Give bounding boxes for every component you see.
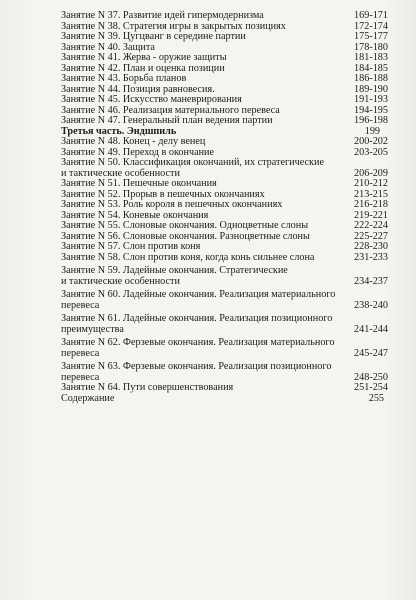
toc-entry-title: Занятие N 56. Слоновые окончания. Разноцветные слоны [61,230,310,242]
toc-entry-pages: 228-230 [354,241,388,252]
toc-entry-title: Занятие N 41. Жерва - оружие защиты [61,52,227,63]
toc-entry-title: Занятие N 42. План и оценка позиции [61,62,225,74]
toc-entry [61,11,388,22]
toc-entry-pages: 255 [368,392,384,404]
toc-entry-title: Занятие N 39. Цугцванг в середине партии [61,31,246,42]
toc-entry-title: Занятие N 64. Пути совершенствования [61,382,234,393]
toc-entry-pages: 213-215 [354,188,388,200]
toc-entry-pages: 169-171 [354,10,388,21]
toc-entry [61,266,388,287]
toc-entry [61,32,388,43]
toc-entry [61,74,388,85]
toc-entry-title: Занятие N 51. Пешечные окончания [61,178,217,189]
toc-entry-pages: 234-237 [354,275,388,287]
toc-entry [61,53,388,64]
toc-entry-pages: 210-212 [354,178,388,189]
toc-entry-title: Занятие N 40. Защита [61,41,155,53]
toc-entry-pages: 238-240 [354,299,388,311]
toc-entry-pages: 225-227 [354,230,388,242]
toc-entry-pages: 189-190 [354,83,388,95]
toc-entry [61,394,388,405]
toc-entry [61,253,388,264]
toc-entry-pages: 206-209 [354,167,388,179]
table-of-contents [61,11,388,404]
toc-entry-title: Занятие N 57. Слон против коня [61,241,201,252]
toc-entry-pages: 181-183 [354,52,388,63]
toc-entry-pages: 186-188 [354,73,388,84]
toc-entry-pages: 184-185 [354,62,388,74]
toc-entry [61,116,388,127]
toc-entry-pages: 172-174 [354,20,388,32]
toc-entry-pages: 199 [364,125,380,137]
toc-entry-title: Занятие N 60. Ладейные окончания. Реализация материального перевеса [61,289,336,311]
toc-entry-title: Занятие N 58. Слон против коня, когда конь сильнее слона [61,251,315,263]
toc-entry-title: Занятие N 37. Развитие идей гипермодернизма [61,10,264,21]
toc-entry-pages: 178-180 [354,41,388,53]
toc-entry-pages: 200-202 [354,136,388,147]
toc-entry-title: Занятие N 38. Стратегия игры в закрытых позициях [61,20,286,32]
toc-entry [61,314,388,335]
toc-entry-title: Занятие N 63. Ферзевые окончания. Реализация позиционного перевеса [61,361,332,383]
toc-entry [61,338,388,359]
toc-entry-title: Содержание [61,392,115,404]
toc-entry [61,362,388,383]
toc-entry [61,179,388,190]
toc-entry-pages: 203-205 [354,146,388,158]
toc-entry-pages: 175-177 [354,31,388,42]
toc-entry-title: Занятие N 47. Генеральный план ведения партии [61,115,273,126]
toc-entry [61,137,388,148]
toc-entry-title: Занятие N 46. Реализация материального перевеса [61,104,280,116]
toc-entry-pages: 222-224 [354,220,388,231]
toc-entry-pages: 219-221 [354,209,388,221]
toc-entry-title: Занятие N 48. Конец - делу венец [61,136,206,147]
toc-entry-title: Занятие N 52. Прорыв в пешечных окончаниях [61,188,265,200]
toc-entry-pages: 231-233 [354,251,388,263]
toc-entry-title: Занятие N 62. Ферзевые окончания. Реализация материального перевеса [61,337,335,359]
toc-entry [61,158,388,179]
toc-entry-pages: 241-244 [354,323,388,335]
toc-entry-pages: 216-218 [354,199,388,210]
toc-entry-title: Занятие N 54. Коневые окончания [61,209,209,221]
toc-entry-pages: 245-247 [354,347,388,359]
toc-entry-pages: 191-193 [354,94,388,105]
toc-entry-title: Занятие N 44. Позиция равновесия. [61,83,215,95]
toc-entry-title: Занятие N 59. Ладейные окончания. Стратегические и тактические особенности [61,265,288,287]
toc-entry-title: Третья часть. Эндшпиль [61,125,177,137]
toc-entry [61,95,388,106]
toc-entry [61,221,388,232]
toc-entry [61,290,388,311]
toc-entry-title: Занятие N 43. Борьба планов [61,73,187,84]
toc-entry-title: Занятие N 45. Искусство маневрирования [61,94,242,105]
toc-entry-pages: 196-198 [354,115,388,126]
toc-entry-title: Занятие N 61. Ладейные окончания. Реализация позиционного преимущества [61,313,333,335]
toc-entry [61,242,388,253]
toc-entry [61,383,388,394]
toc-entry-title: Занятие N 55. Слоновые окончания. Одноцветные слоны [61,220,309,231]
toc-entry-title: Занятие N 50. Классификация окончаний, их стратегические и тактические особенности [61,157,324,179]
toc-entry-pages: 251-254 [354,382,388,393]
toc-entry-title: Занятие N 53. Роль короля в пешечных окончаниях [61,199,283,210]
toc-entry-pages: 194-195 [354,104,388,116]
toc-entry-pages: 248-250 [354,371,388,383]
toc-entry-title: Занятие N 49. Переход в окончание [61,146,215,158]
toc-entry [61,200,388,211]
